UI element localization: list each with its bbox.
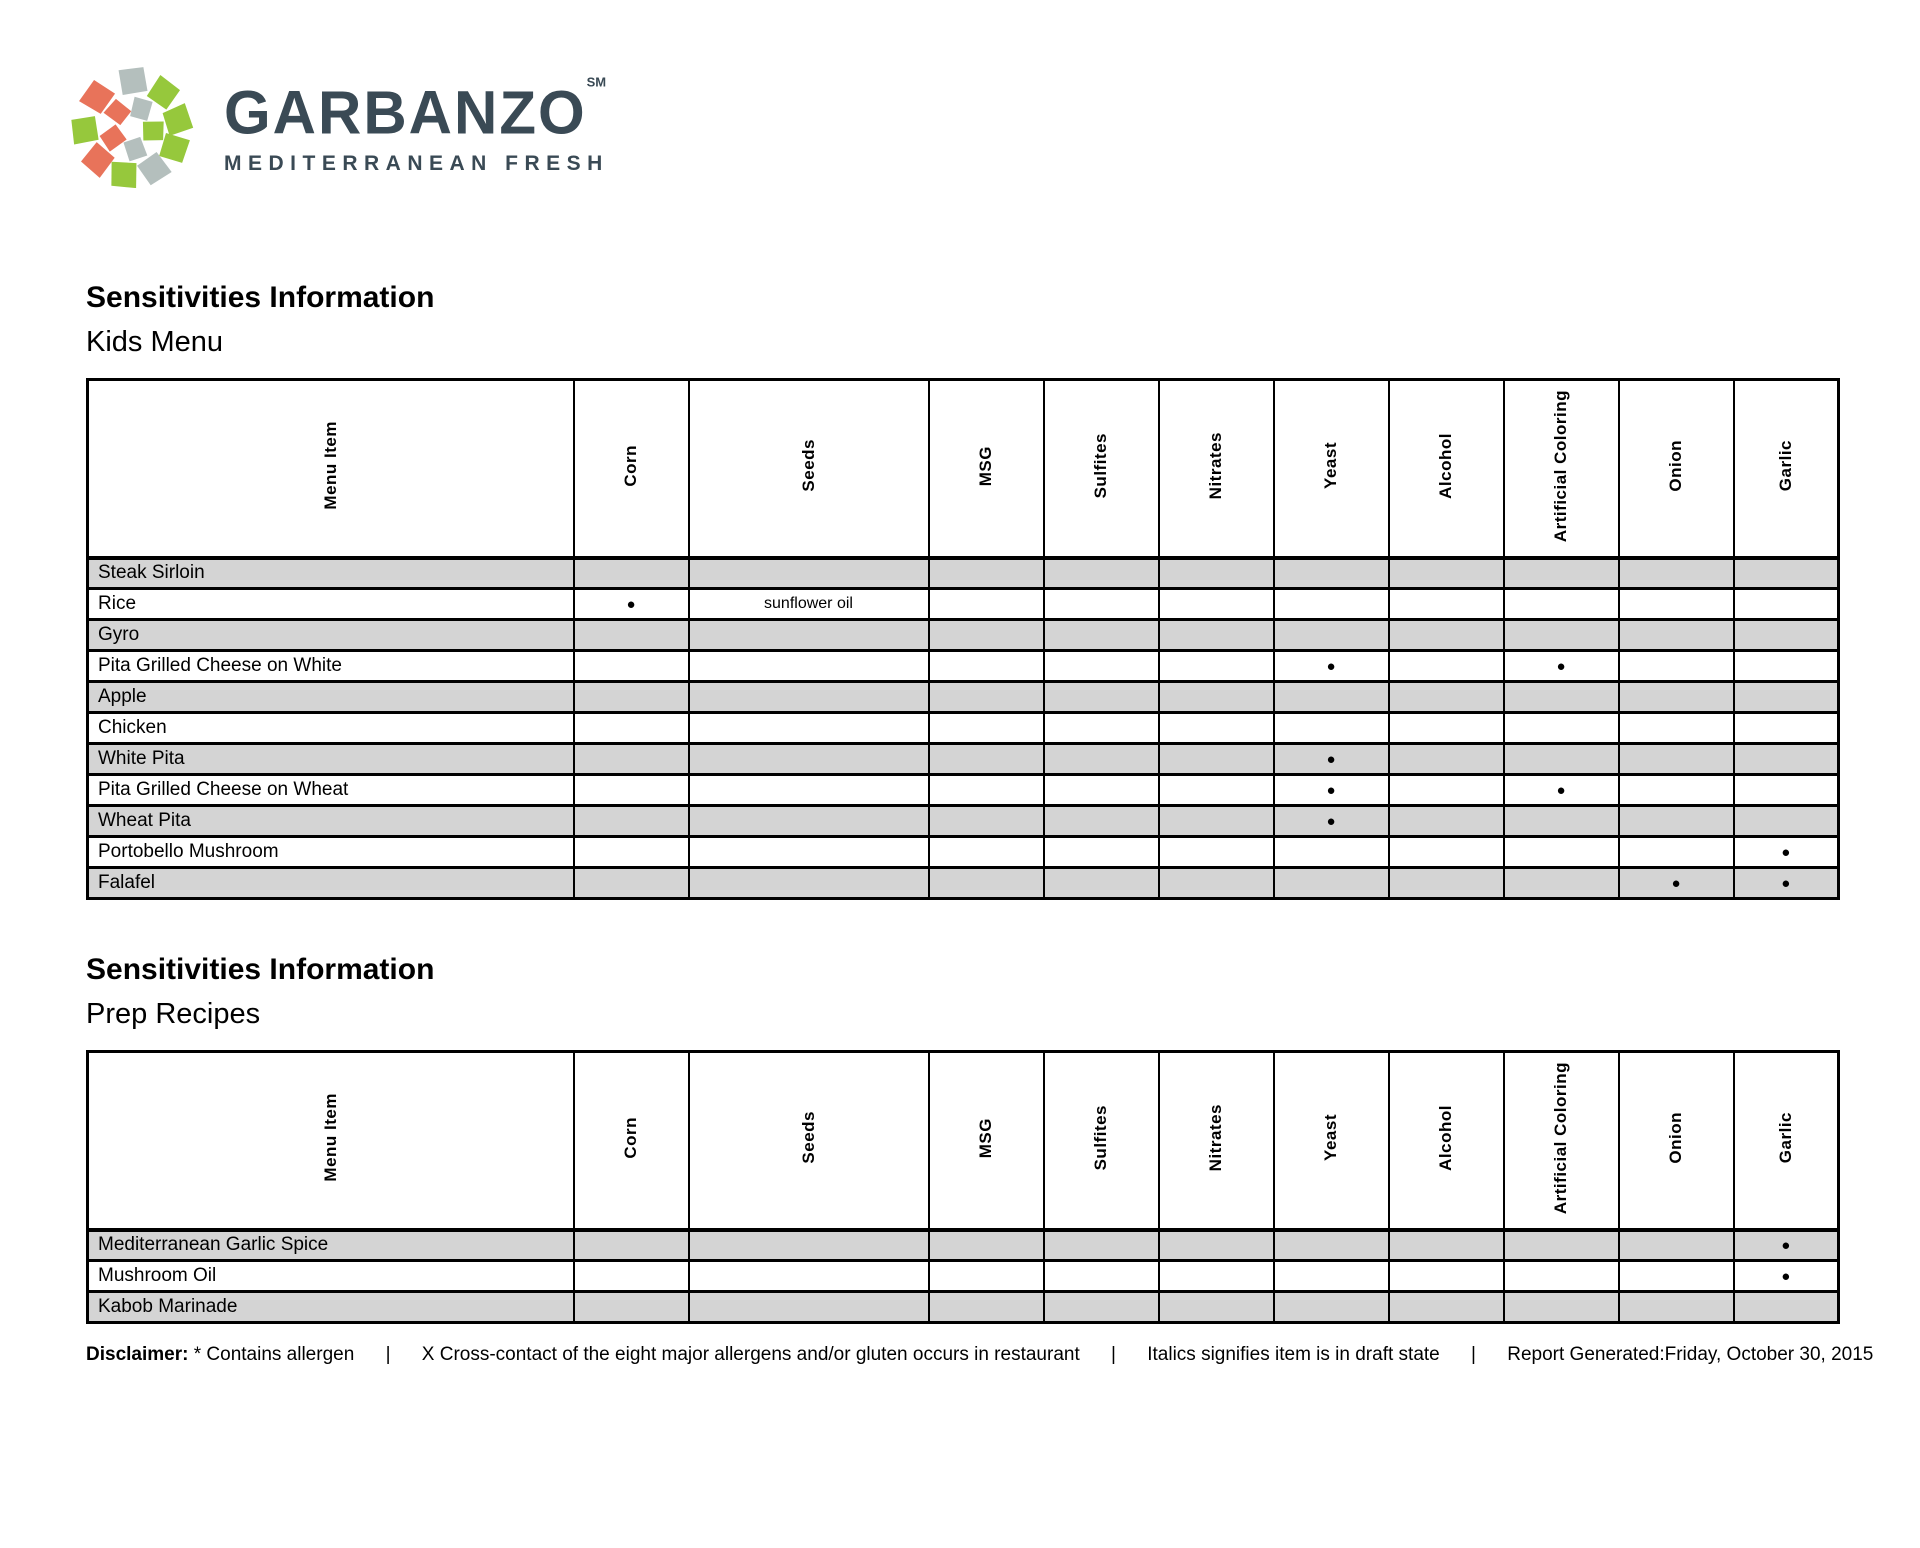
sensitivity-cell bbox=[1274, 682, 1389, 713]
sensitivity-cell bbox=[1504, 744, 1619, 775]
sensitivity-cell bbox=[1389, 1230, 1504, 1261]
column-header bbox=[689, 380, 929, 558]
sensitivity-cell bbox=[1504, 589, 1619, 620]
sensitivity-cell bbox=[1044, 589, 1159, 620]
sensitivity-dot-cell: ● bbox=[1274, 651, 1389, 682]
sensitivity-cell bbox=[574, 713, 689, 744]
menu-item-cell: Pita Grilled Cheese on White bbox=[88, 651, 574, 682]
menu-item-cell: Mushroom Oil bbox=[88, 1261, 574, 1292]
sensitivity-cell bbox=[1619, 682, 1734, 713]
column-header bbox=[1734, 380, 1839, 558]
menu-item-cell: Apple bbox=[88, 682, 574, 713]
column-header-label: Alcohol bbox=[1436, 1104, 1455, 1171]
sensitivity-cell bbox=[929, 1230, 1044, 1261]
sensitivity-cell bbox=[1619, 589, 1734, 620]
sensitivity-cell bbox=[574, 1292, 689, 1323]
menu-item-cell: White Pita bbox=[88, 744, 574, 775]
sensitivity-cell bbox=[929, 806, 1044, 837]
sensitivity-cell bbox=[1504, 558, 1619, 589]
column-header-label: Artificial Coloring bbox=[1551, 389, 1570, 542]
sensitivity-cell bbox=[1044, 1292, 1159, 1323]
sensitivity-dot-cell: ● bbox=[1734, 1261, 1839, 1292]
sensitivity-cell bbox=[1389, 775, 1504, 806]
sensitivity-cell bbox=[1734, 589, 1839, 620]
column-header-label: Sulfites bbox=[1091, 433, 1110, 499]
sensitivity-cell bbox=[1274, 1261, 1389, 1292]
sensitivity-cell bbox=[929, 620, 1044, 651]
sensitivity-cell bbox=[1044, 775, 1159, 806]
header-row bbox=[88, 380, 1839, 558]
garbanzo-pinwheel-icon bbox=[70, 64, 194, 188]
column-header bbox=[574, 380, 689, 558]
column-header-label: Yeast bbox=[1321, 442, 1340, 490]
column-header-label: Sulfites bbox=[1091, 1105, 1110, 1171]
section-subtitle: Prep Recipes bbox=[86, 998, 261, 1030]
sensitivity-cell bbox=[1274, 620, 1389, 651]
disclaimer-part: Italics signifies item is in draft state bbox=[1147, 1344, 1440, 1365]
sensitivity-cell bbox=[574, 620, 689, 651]
sensitivity-cell bbox=[1159, 1292, 1274, 1323]
kids-menu-section bbox=[86, 280, 1837, 900]
table-row bbox=[88, 806, 1839, 837]
sensitivity-cell bbox=[1504, 1261, 1619, 1292]
sensitivity-cell bbox=[1389, 868, 1504, 899]
sensitivity-cell bbox=[689, 868, 929, 899]
trademark-symbol: SM bbox=[586, 74, 607, 90]
disclaimer-part: Report Generated:Friday, October 30, 2015 bbox=[1507, 1344, 1874, 1365]
column-header-label: Yeast bbox=[1321, 1114, 1340, 1162]
column-header bbox=[1159, 1052, 1274, 1230]
disclaimer-separator: | bbox=[1471, 1344, 1476, 1365]
table-row bbox=[88, 1261, 1839, 1292]
column-header bbox=[1619, 1052, 1734, 1230]
column-header bbox=[88, 380, 574, 558]
sensitivity-cell bbox=[929, 837, 1044, 868]
column-header-label: MSG bbox=[976, 445, 995, 486]
column-header-label: Artificial Coloring bbox=[1551, 1061, 1570, 1214]
sensitivity-cell bbox=[689, 651, 929, 682]
table-row bbox=[88, 744, 1839, 775]
sensitivity-cell bbox=[1734, 620, 1839, 651]
table-row bbox=[88, 775, 1839, 806]
prep-recipes-section bbox=[86, 952, 1837, 1324]
sensitivity-cell bbox=[1734, 713, 1839, 744]
sensitivity-cell bbox=[1619, 775, 1734, 806]
sensitivity-dot-cell: ● bbox=[1734, 1230, 1839, 1261]
menu-item-cell: Portobello Mushroom bbox=[88, 837, 574, 868]
sensitivity-cell bbox=[1504, 1292, 1619, 1323]
sensitivity-cell bbox=[1159, 713, 1274, 744]
sensitivity-cell bbox=[1734, 775, 1839, 806]
section-title: Sensitivities Information bbox=[86, 953, 435, 986]
sensitivity-cell bbox=[1734, 806, 1839, 837]
menu-item-cell: Wheat Pita bbox=[88, 806, 574, 837]
sensitivity-dot-cell: ● bbox=[1274, 744, 1389, 775]
sensitivity-dot-cell: ● bbox=[1504, 775, 1619, 806]
sensitivity-cell bbox=[1389, 589, 1504, 620]
sensitivity-cell bbox=[1504, 682, 1619, 713]
sensitivity-table bbox=[86, 1050, 1840, 1324]
sensitivity-cell bbox=[1274, 868, 1389, 899]
sensitivity-cell bbox=[929, 744, 1044, 775]
sensitivity-dot-cell: ● bbox=[1274, 806, 1389, 837]
column-header bbox=[1044, 1052, 1159, 1230]
sensitivity-cell bbox=[1159, 868, 1274, 899]
table-row bbox=[88, 868, 1839, 899]
sensitivity-cell bbox=[1274, 1292, 1389, 1323]
column-header-label: Onion bbox=[1666, 1111, 1685, 1164]
sensitivity-cell bbox=[1274, 713, 1389, 744]
sensitivity-dot-cell: ● bbox=[1619, 868, 1734, 899]
sensitivity-dot-cell: ● bbox=[574, 589, 689, 620]
prep-recipes-table-container bbox=[86, 1050, 1837, 1324]
sensitivity-cell bbox=[689, 713, 929, 744]
column-header-label: Menu Item bbox=[320, 1093, 340, 1183]
menu-item-cell: Kabob Marinade bbox=[88, 1292, 574, 1323]
menu-item-cell: Steak Sirloin bbox=[88, 558, 574, 589]
column-header bbox=[1734, 1052, 1839, 1230]
table-row bbox=[88, 558, 1839, 589]
sensitivity-cell bbox=[1044, 1261, 1159, 1292]
sensitivity-cell bbox=[1734, 744, 1839, 775]
sensitivity-cell bbox=[1159, 806, 1274, 837]
sensitivity-cell bbox=[689, 620, 929, 651]
sensitivity-cell bbox=[1389, 837, 1504, 868]
sensitivity-cell bbox=[1274, 558, 1389, 589]
column-header bbox=[1159, 380, 1274, 558]
sensitivity-cell bbox=[1619, 1261, 1734, 1292]
sensitivity-cell bbox=[1734, 682, 1839, 713]
section-title: Sensitivities Information bbox=[86, 281, 435, 314]
column-header bbox=[1504, 1052, 1619, 1230]
column-header-label: Nitrates bbox=[1206, 1104, 1225, 1172]
sensitivity-cell bbox=[1619, 1292, 1734, 1323]
sensitivity-cell bbox=[1504, 868, 1619, 899]
sensitivity-cell: sunflower oil bbox=[689, 589, 929, 620]
table-row bbox=[88, 589, 1839, 620]
brand-wordmark: GARBANZO℠ bbox=[224, 74, 607, 147]
sensitivity-cell bbox=[1044, 744, 1159, 775]
column-header-label: Menu Item bbox=[320, 421, 340, 511]
sensitivity-cell bbox=[689, 682, 929, 713]
table-row bbox=[88, 682, 1839, 713]
sensitivity-cell bbox=[574, 868, 689, 899]
header-row bbox=[88, 1052, 1839, 1230]
menu-item-cell: Falafel bbox=[88, 868, 574, 899]
sensitivity-cell bbox=[1159, 589, 1274, 620]
sensitivity-cell bbox=[574, 651, 689, 682]
sensitivity-cell bbox=[1619, 620, 1734, 651]
sensitivity-cell bbox=[929, 868, 1044, 899]
column-header bbox=[1044, 380, 1159, 558]
table-row bbox=[88, 620, 1839, 651]
sensitivity-cell bbox=[1274, 837, 1389, 868]
sensitivity-cell bbox=[1504, 620, 1619, 651]
sensitivity-cell bbox=[1619, 744, 1734, 775]
sensitivity-cell bbox=[1159, 744, 1274, 775]
column-header-label: Seeds bbox=[798, 439, 818, 493]
sensitivity-cell bbox=[1389, 682, 1504, 713]
disclaimer-separator: | bbox=[1111, 1344, 1116, 1365]
menu-item-cell: Rice bbox=[88, 589, 574, 620]
column-header bbox=[1274, 380, 1389, 558]
table-row bbox=[88, 837, 1839, 868]
report-body bbox=[86, 280, 1837, 1324]
sensitivity-cell bbox=[689, 775, 929, 806]
column-header-label: Seeds bbox=[798, 1111, 818, 1165]
sensitivity-cell bbox=[1504, 837, 1619, 868]
sensitivity-table bbox=[86, 378, 1840, 900]
column-header-label: MSG bbox=[976, 1117, 995, 1158]
table-row bbox=[88, 1292, 1839, 1323]
table-row bbox=[88, 713, 1839, 744]
menu-item-cell: Gyro bbox=[88, 620, 574, 651]
sensitivity-cell bbox=[1044, 651, 1159, 682]
sensitivity-cell bbox=[1619, 713, 1734, 744]
sensitivity-cell bbox=[574, 744, 689, 775]
sensitivity-cell bbox=[1389, 620, 1504, 651]
sensitivity-cell bbox=[1619, 558, 1734, 589]
sensitivity-cell bbox=[1734, 1292, 1839, 1323]
sensitivity-cell bbox=[1389, 558, 1504, 589]
sensitivity-cell bbox=[1389, 1261, 1504, 1292]
sensitivity-dot-cell: ● bbox=[1504, 651, 1619, 682]
brand-tagline: MEDITERRANEAN FRESH bbox=[224, 152, 609, 175]
sensitivity-cell bbox=[574, 837, 689, 868]
column-header bbox=[1274, 1052, 1389, 1230]
sensitivity-cell bbox=[689, 1261, 929, 1292]
sensitivity-cell bbox=[1159, 620, 1274, 651]
sensitivity-cell bbox=[929, 1261, 1044, 1292]
sensitivity-cell bbox=[1504, 806, 1619, 837]
sensitivity-cell bbox=[1389, 713, 1504, 744]
disclaimer bbox=[86, 1344, 1920, 1366]
sensitivity-cell bbox=[929, 589, 1044, 620]
sensitivity-cell bbox=[1044, 806, 1159, 837]
sensitivity-cell bbox=[929, 558, 1044, 589]
sensitivity-cell bbox=[1389, 806, 1504, 837]
sensitivity-dot-cell: ● bbox=[1734, 837, 1839, 868]
disclaimer-part: * Contains allergen bbox=[193, 1344, 355, 1365]
sensitivity-cell bbox=[1159, 837, 1274, 868]
sensitivity-cell bbox=[1044, 620, 1159, 651]
brand-text-block bbox=[224, 76, 609, 176]
sensitivity-cell bbox=[1159, 1230, 1274, 1261]
sensitivity-cell bbox=[1504, 1230, 1619, 1261]
sensitivity-cell bbox=[1734, 558, 1839, 589]
sensitivity-cell bbox=[574, 1261, 689, 1292]
sensitivity-cell bbox=[1159, 775, 1274, 806]
sensitivity-cell bbox=[929, 775, 1044, 806]
sensitivity-cell bbox=[1619, 1230, 1734, 1261]
sensitivity-cell bbox=[1389, 651, 1504, 682]
sensitivity-cell bbox=[1389, 744, 1504, 775]
column-header bbox=[1504, 380, 1619, 558]
sensitivity-cell bbox=[574, 775, 689, 806]
sensitivity-dot-cell: ● bbox=[1274, 775, 1389, 806]
sensitivity-cell bbox=[929, 651, 1044, 682]
table-row bbox=[88, 1230, 1839, 1261]
table-row bbox=[88, 651, 1839, 682]
column-header bbox=[1389, 380, 1504, 558]
sensitivity-cell bbox=[689, 744, 929, 775]
sensitivity-cell bbox=[1044, 558, 1159, 589]
sensitivity-cell bbox=[929, 682, 1044, 713]
sensitivity-cell bbox=[929, 1292, 1044, 1323]
sensitivity-cell bbox=[1044, 682, 1159, 713]
column-header bbox=[929, 1052, 1044, 1230]
sensitivity-cell bbox=[929, 713, 1044, 744]
disclaimer-part: X Cross-contact of the eight major allergens and/or gluten occurs in restaurant bbox=[421, 1344, 1080, 1365]
column-header-label: Onion bbox=[1666, 439, 1685, 492]
brand-logo bbox=[70, 64, 1920, 188]
sensitivity-cell bbox=[1504, 713, 1619, 744]
sensitivity-cell bbox=[1044, 837, 1159, 868]
column-header bbox=[1389, 1052, 1504, 1230]
sensitivity-cell bbox=[689, 1292, 929, 1323]
sensitivity-cell bbox=[1159, 558, 1274, 589]
sensitivity-cell bbox=[1159, 682, 1274, 713]
sensitivity-cell bbox=[574, 806, 689, 837]
column-header bbox=[929, 380, 1044, 558]
sensitivity-cell bbox=[689, 558, 929, 589]
column-header bbox=[88, 1052, 574, 1230]
sensitivity-cell bbox=[1389, 1292, 1504, 1323]
sensitivity-cell bbox=[574, 682, 689, 713]
sensitivity-cell bbox=[689, 806, 929, 837]
sensitivity-cell bbox=[1274, 589, 1389, 620]
menu-item-cell: Mediterranean Garlic Spice bbox=[88, 1230, 574, 1261]
sensitivity-cell bbox=[1044, 1230, 1159, 1261]
section-subtitle: Kids Menu bbox=[86, 326, 224, 358]
menu-item-cell: Pita Grilled Cheese on Wheat bbox=[88, 775, 574, 806]
sensitivity-cell bbox=[1044, 713, 1159, 744]
sensitivity-cell bbox=[1619, 837, 1734, 868]
column-header-label: Alcohol bbox=[1436, 432, 1455, 499]
column-header bbox=[689, 1052, 929, 1230]
column-header bbox=[1619, 380, 1734, 558]
sensitivity-cell bbox=[1619, 806, 1734, 837]
sensitivity-cell bbox=[1274, 1230, 1389, 1261]
kids-menu-table-container bbox=[86, 378, 1837, 900]
sensitivity-cell bbox=[1159, 1261, 1274, 1292]
column-header-label: Garlic bbox=[1775, 1112, 1795, 1164]
disclaimer-label: Disclaimer: bbox=[86, 1344, 189, 1365]
disclaimer-separator: | bbox=[385, 1344, 391, 1365]
sensitivity-cell bbox=[689, 1230, 929, 1261]
column-header-label: Corn bbox=[621, 1116, 640, 1159]
column-header-label: Corn bbox=[621, 444, 640, 487]
menu-item-cell: Chicken bbox=[88, 713, 574, 744]
sensitivity-cell bbox=[1044, 868, 1159, 899]
column-header-label: Nitrates bbox=[1206, 432, 1225, 500]
sensitivity-cell bbox=[1734, 651, 1839, 682]
sensitivity-dot-cell: ● bbox=[1734, 868, 1839, 899]
sensitivity-cell bbox=[1619, 651, 1734, 682]
column-header-label: Garlic bbox=[1775, 440, 1795, 492]
sensitivity-cell bbox=[689, 837, 929, 868]
column-header bbox=[574, 1052, 689, 1230]
sensitivity-cell bbox=[574, 1230, 689, 1261]
sensitivity-cell bbox=[574, 558, 689, 589]
sensitivity-cell bbox=[1159, 651, 1274, 682]
